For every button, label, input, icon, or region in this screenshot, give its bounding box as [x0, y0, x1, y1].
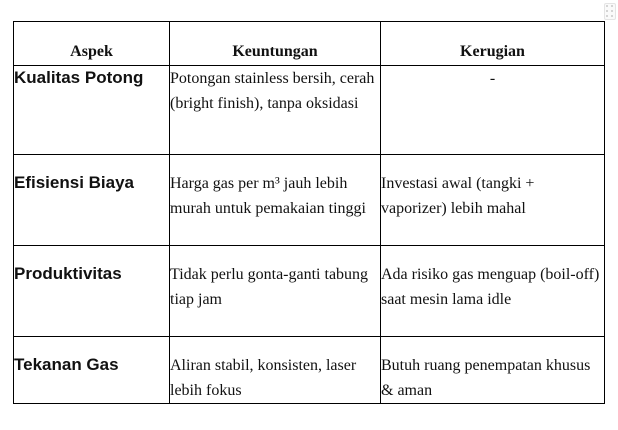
grip-dot	[606, 5, 608, 7]
grip-dot	[611, 10, 613, 12]
advantage-cell: Harga gas per m³ jauh lebih murah untuk pemakaian tinggi	[170, 155, 381, 246]
grip-dot	[611, 15, 613, 17]
disadvantage-cell: Ada risiko gas menguap (boil-off) saat mesin lama idle	[381, 246, 605, 337]
drag-handle-icon[interactable]	[604, 3, 616, 20]
aspect-cell: Tekanan Gas	[14, 337, 170, 404]
header-aspek: Aspek	[14, 22, 170, 66]
advantage-cell: Tidak perlu gonta-ganti tabung tiap jam	[170, 246, 381, 337]
table-row	[14, 337, 605, 404]
grip-dot	[611, 5, 613, 7]
aspect-cell: Efisiensi Biaya	[14, 155, 170, 246]
aspect-cell: Kualitas Potong	[14, 66, 170, 155]
disadvantage-cell: -	[381, 66, 605, 155]
disadvantage-cell: Butuh ruang penempatan khusus & aman	[381, 337, 605, 404]
header-keuntungan: Keuntungan	[170, 22, 381, 66]
grip-dot	[606, 15, 608, 17]
advantage-cell: Aliran stabil, konsisten, laser lebih fokus	[170, 337, 381, 404]
comparison-table	[13, 21, 605, 404]
table-row	[14, 246, 605, 337]
table-header-row	[14, 22, 605, 66]
disadvantage-cell: Investasi awal (tangki + vaporizer) lebih mahal	[381, 155, 605, 246]
header-kerugian: Kerugian	[381, 22, 605, 66]
table-row	[14, 66, 605, 155]
advantage-cell: Potongan stainless bersih, cerah (bright finish), tanpa oksidasi	[170, 66, 381, 155]
table-row	[14, 155, 605, 246]
grip-dot	[606, 10, 608, 12]
aspect-cell: Produktivitas	[14, 246, 170, 337]
